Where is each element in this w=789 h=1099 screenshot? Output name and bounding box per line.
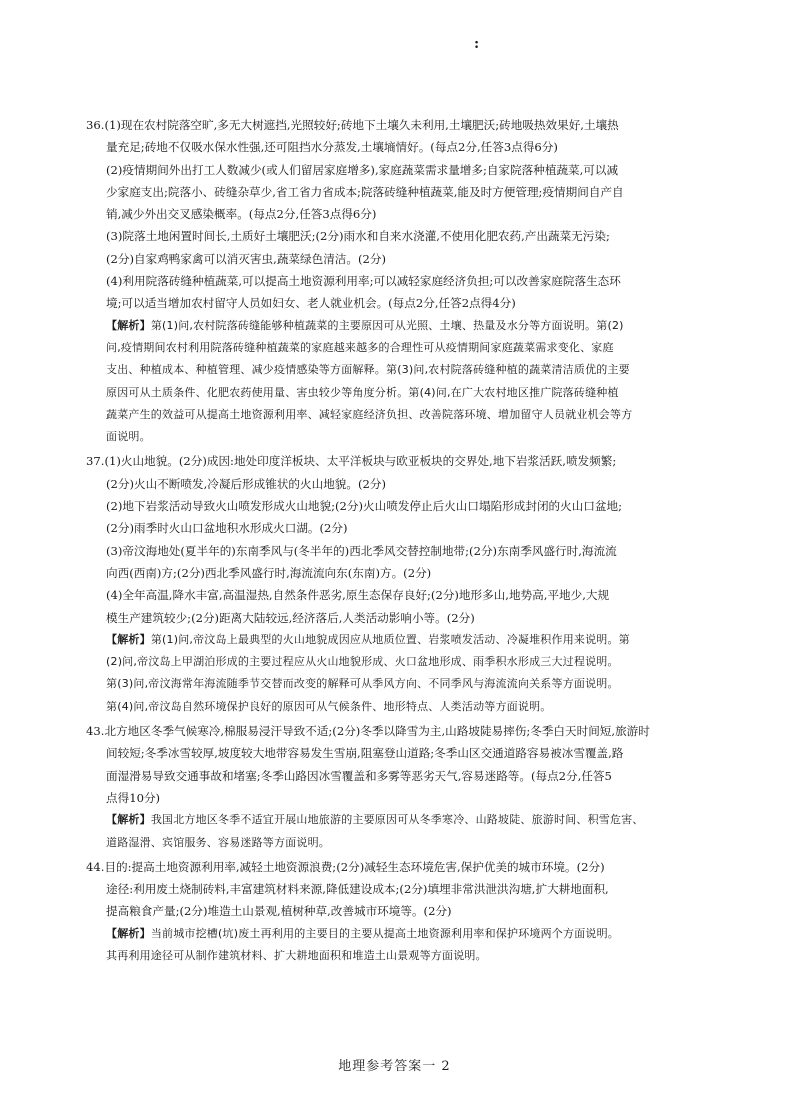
answer-line: (3)院落土地闲置时间长,土质好土壤肥沃;(2分)雨水和自来水浇灌,不使用化肥农药,产出蔬菜无污染;	[106, 229, 610, 244]
analysis-text: 当前城市挖槽(坑)废土再利用的主要目的主要从提高土地资源利用率和保护环境两个方面说明。	[150, 926, 619, 940]
analysis-tag: 【解析】	[106, 632, 151, 646]
answer-content	[86, 114, 711, 969]
analysis-block	[86, 809, 711, 854]
question-q36	[86, 114, 711, 448]
answer-line: (4)全年高温,降水丰富,高温湿热,自然条件恶劣,原生态保存良好;(2分)地形多山,地势高,平地少,大规	[106, 588, 610, 603]
answer-line: 销,减少外出交叉感染概率。(每点2分,任答3点得6分)	[106, 207, 377, 222]
answer-line: (2)疫情期间外出打工人数减少(或人们留居家庭增多),家庭蔬菜需求量增多;自家院落种植蔬菜,可以减	[106, 162, 619, 177]
answer-line: 间较短;冬季冰雪较厚,坡度较大地带容易发生雪崩,阻塞登山道路;冬季山区交通道路容易被冰雪覆盖,路	[106, 746, 624, 761]
analysis-line: 问,疫情期间农村利用院落砖缝种植蔬菜的家庭越来越多的合理性可从疫情期间家庭蔬菜需求变化、家庭	[106, 340, 614, 354]
answer-line: 少家庭支出;院落小、砖缝杂草少,省工省力省成本;院落砖缝种植蔬菜,能及时方便管理;疫情期间自产自	[106, 184, 624, 199]
answer-line: (3)帝汶海地处(夏半年的)东南季风与(冬半年的)西北季风交替控制地带;(2分)东南季风盛行时,海流流	[106, 543, 617, 558]
analysis-line: 蔬菜产生的效益可从提高土地资源利用率、减轻家庭经济负担、改善院落环境、增加留守人员就业机会等方	[106, 407, 633, 421]
answer-line: 模生产建筑较少;(2分)距离大陆较远,经济落后,人类活动影响小等。(2分)	[106, 610, 475, 625]
analysis-block	[86, 629, 711, 718]
answer-line: 点得10分)	[106, 790, 161, 805]
top-mark: :	[474, 36, 480, 52]
analysis-tag: 【解析】	[106, 318, 151, 332]
answer-line: 提高粮食产量;(2分)堆造土山景观,植树种草,改善城市环境等。(2分)	[106, 904, 452, 919]
analysis-block	[86, 923, 711, 968]
answer-line: (2分)自家鸡鸭家禽可以消灭害虫,蔬菜绿色清洁。(2分)	[106, 251, 387, 266]
question-q44	[86, 856, 711, 967]
analysis-line	[86, 809, 711, 831]
analysis-line: 支出、种植成本、种植管理、减少疫情感染等方面解释。第(3)问,农村院落砖缝种植的蔬菜清洁质优的主要	[106, 363, 630, 377]
answer-line: (2分)火山不断喷发,冷凝后形成锥状的火山地貌。(2分)	[106, 476, 387, 491]
answer-line: 44.目的:提高土地资源利用率,减轻土地资源浪费;(2分)减轻生态环境危害,保护优美的城市环境。(2分)	[86, 859, 605, 874]
answer-line: 途径:利用废土烧制砖料,丰富建筑材料来源,降低建设成本;(2分)填埋非常洪泄洪沟塘,扩大耕地面积,	[106, 882, 609, 897]
answer-line: 37.(1)火山地貌。(2分)成因:地处印度洋板块、太平洋板块与欧亚板块的交界处,地下岩浆活跃,喷发频繁;	[86, 454, 617, 469]
answer-line: (4)利用院落砖缝种植蔬菜,可以提高土地资源利用率;可以减轻家庭经济负担;可以改善家庭院落生态环	[106, 274, 621, 289]
answer-line: 境;可以适当增加农村留守人员如妇女、老人就业机会。(每点2分,任答2点得4分)	[106, 296, 516, 311]
answer-line: 向西(西南)方;(2分)西北季风盛行时,海流流向东(东南)方。(2分)	[106, 565, 432, 580]
analysis-line: 其再利用途径可从制作建筑材料、扩大耕地面积和堆造土山景观等方面说明。	[106, 948, 487, 962]
analysis-line: (2)问,帝汶岛上甲湖泊形成的主要过程应从火山地貌形成、火口盆地形成、雨季积水形成三大过程说明。	[106, 655, 619, 669]
analysis-line: 原因可从土质条件、化肥农药使用量、害虫较少等角度分析。第(4)问,在广大农村地区推广院落砖缝种植	[106, 385, 619, 399]
analysis-line: 道路湿滑、宾馆服务、容易迷路等方面说明。	[106, 835, 330, 849]
answer-line: (2分)雨季时火山口盆地积水形成火口湖。(2分)	[106, 521, 348, 536]
analysis-line	[86, 923, 711, 945]
analysis-line	[86, 315, 711, 337]
analysis-line: 第(4)问,帝汶岛自然环境保护良好的原因可从气候条件、地形特点、人类活动等方面说明。	[106, 699, 552, 713]
analysis-line: 第(3)问,帝汶海常年海流随季节交替而改变的解释可从季风方向、不同季风与海流流向关系等方面说明。	[106, 677, 619, 691]
analysis-block	[86, 315, 711, 449]
question-q43	[86, 720, 711, 854]
analysis-text: 第(1)问,帝汶岛上最典型的火山地貌成因应从地质位置、岩浆喷发活动、冷凝堆积作用来说明。第	[150, 632, 630, 646]
answer-line: (2)地下岩浆活动导致火山喷发形成火山地貌;(2分)火山喷发停止后火山口塌陷形成封闭的火山口盆地;	[106, 499, 623, 514]
answer-line: 36.(1)现在农村院落空旷,多无大树遮挡,光照较好;砖地下土壤久未利用,土壤肥沃;砖地吸热效果好,土壤热	[86, 118, 619, 132]
page-footer: 地理参考答案一 2	[338, 1059, 451, 1074]
analysis-line	[86, 629, 711, 651]
analysis-text: 第(1)问,农村院落砖缝能够种植蔬菜的主要原因可从光照、土壤、热量及水分等方面说明。第(2)	[150, 318, 624, 332]
analysis-tag: 【解析】	[106, 926, 151, 940]
analysis-tag: 【解析】	[106, 813, 151, 827]
question-q37	[86, 450, 711, 718]
analysis-line: 面说明。	[106, 430, 151, 444]
answer-line: 量充足;砖地不仅吸水保水性强,还可阻挡水分蒸发,土壤墒情好。(每点2分,任答3点得6分)	[106, 140, 558, 155]
answer-line: 43.北方地区冬季气候寒冷,棉服易浸汗导致不适;(2分)冬季以降雪为主,山路坡陡易摔伤;冬季白天时间短,旅游时	[86, 724, 650, 739]
analysis-text: 我国北方地区冬季不适宜开展山地旅游的主要原因可从冬季寒冷、山路坡陡、旅游时间、积雪危害、	[150, 813, 644, 827]
answer-line: 面湿滑易导致交通事故和堵塞;冬季山路因冰雪覆盖和多雾等恶劣天气,容易迷路等。(每点2分,任答5	[106, 768, 612, 783]
